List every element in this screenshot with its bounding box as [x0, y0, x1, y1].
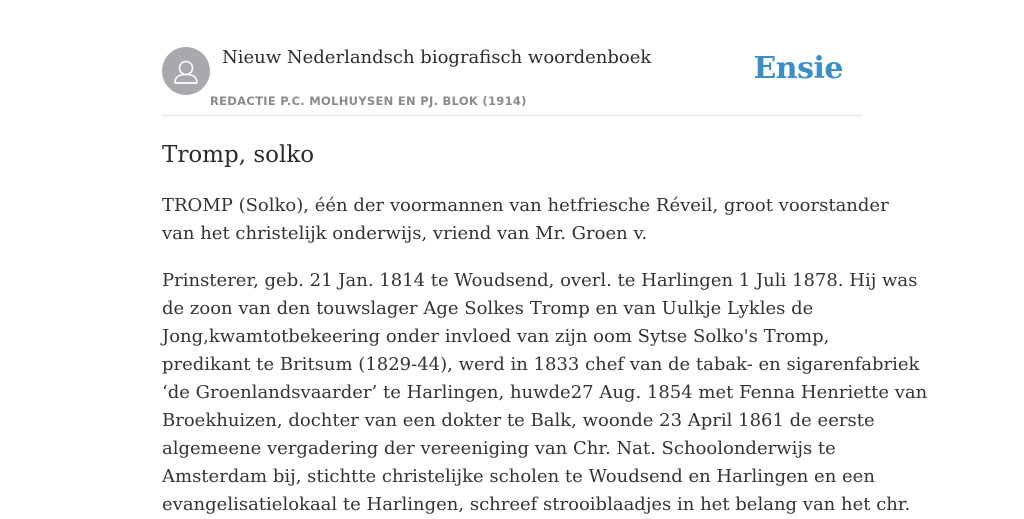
paragraph-line: ‘de Groenlandsvaarder’ te Harlingen, huwde27 Aug. 1854 met Fenna Henriette van [162, 382, 928, 403]
paragraph-line: algemeene vergadering der vereeniging van Chr. Nat. Schoolonderwijs te [162, 438, 836, 459]
paragraph-line: Amsterdam bij, stichtte christelijke scholen te Woudsend en Harlingen en een [162, 466, 875, 487]
entry-paragraph [162, 192, 889, 248]
paragraph-line: de zoon van den touwslager Age Solkes Tromp en van Uulkje Lykles de [162, 298, 814, 319]
entry-title: Tromp, solko [162, 142, 315, 168]
entry-paragraph [162, 267, 928, 519]
paragraph-line: Broekhuizen, dochter van een dokter te Balk, woonde 23 April 1861 de eerste [162, 410, 875, 431]
book-editors: REDACTIE P.C. MOLHUYSEN EN PJ. BLOK (1914) [210, 94, 527, 108]
paragraph-line: predikant te Britsum (1829-44), werd in 1833 chef van de tabak- en sigarenfabriek [162, 354, 920, 375]
header [162, 0, 862, 116]
paragraph-line: Prinsterer, geb. 21 Jan. 1814 te Woudsend, overl. te Harlingen 1 Juli 1878. Hij was [162, 270, 918, 291]
paragraph-line: Jong,kwamtotbekeering onder invloed van zijn oom Sytse Solko's Tromp, [162, 326, 830, 347]
ensie-logo[interactable]: Ensie [753, 51, 843, 86]
page [162, 0, 928, 515]
paragraph-line: van het christelijk onderwijs, vriend van Mr. Groen v. [162, 223, 648, 244]
book-title[interactable]: Nieuw Nederlandsch biografisch woordenboek [222, 47, 652, 68]
paragraph-line: TROMP (Solko), één der voormannen van hetfriesche Réveil, groot voorstander [162, 195, 889, 216]
user-avatar-icon[interactable] [162, 47, 210, 95]
paragraph-line: evangelisatielokaal te Harlingen, schreef strooiblaadjes in het belang van het chr. [162, 494, 911, 515]
